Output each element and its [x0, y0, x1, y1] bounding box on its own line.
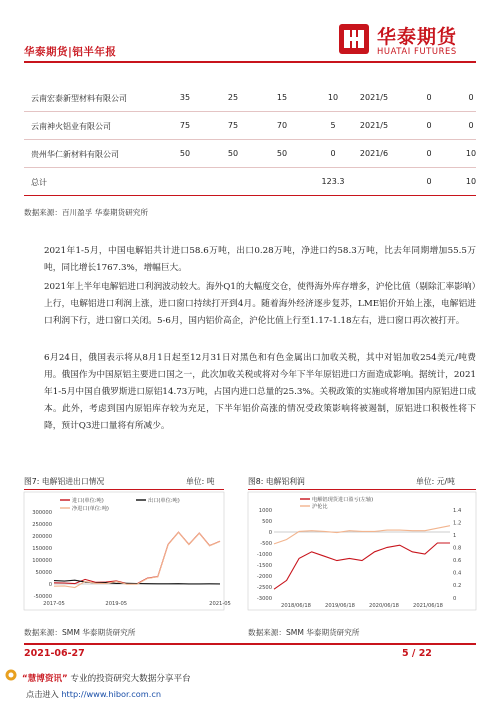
table-cell: 10 [465, 177, 477, 186]
x-tick-label: 2019-05 [105, 601, 128, 607]
table-cell: 123.3 [321, 177, 345, 186]
y-tick-label: 300000 [32, 509, 52, 516]
table-cell: 0 [330, 149, 336, 158]
import-profit-chart [248, 492, 476, 610]
header-divider [24, 61, 476, 63]
table-cell: 2021/6 [359, 149, 389, 158]
table-cell: 2021/5 [359, 93, 389, 102]
table-cell: 50 [276, 149, 288, 158]
table-row [24, 140, 476, 168]
table-cell: 0 [426, 149, 432, 158]
table-cell: 15 [276, 93, 288, 102]
table-cell: 25 [227, 93, 239, 102]
table-total-row [24, 168, 476, 196]
page-number: 5 / 22 [402, 648, 432, 659]
table-cell: 0 [426, 177, 432, 186]
y-tick-label: 150000 [32, 545, 52, 552]
huatai-logo-icon [339, 24, 369, 54]
table-cell: 50 [227, 149, 239, 158]
y-right-tick-label: 1.4 [453, 507, 462, 514]
chart-frame [24, 492, 224, 610]
y-tick-label: -50000 [33, 593, 52, 600]
table-cell: 云南宏泰新型材料有限公司 [31, 94, 127, 103]
y-left-tick-label: -2000 [256, 573, 272, 580]
y-tick-label: 0 [48, 581, 52, 588]
y-left-tick-label: -500 [260, 540, 272, 547]
table-cell: 10 [327, 93, 339, 102]
y-right-tick-label: 1.2 [453, 520, 462, 527]
report-date: 2021-06-27 [24, 648, 85, 659]
y-left-tick-label: 0 [268, 529, 272, 536]
table-source: 数据来源：百川盈孚 华泰期货研究所 [24, 208, 148, 217]
figure7-unit: 单位: 吨 [186, 477, 215, 486]
watermark-brand: “慧博资讯” [22, 674, 68, 684]
table-cell: 0 [426, 93, 432, 102]
x-tick-label: 2021/06/18 [413, 603, 443, 609]
table-cell: 0 [468, 93, 474, 102]
watermark-url[interactable]: http://www.hibor.com.cn [58, 689, 162, 699]
figure8-source: 数据来源：SMM 华泰期货研究所 [248, 628, 360, 637]
table-cell: 35 [179, 93, 191, 102]
report-header-label: 华泰期货|铝半年报 [24, 46, 117, 58]
figure8-caption: 图8: 电解铝利润 [248, 477, 305, 486]
x-tick-label: 2019/06/18 [325, 603, 355, 609]
capacity-table [24, 79, 476, 196]
table-cell: 70 [276, 121, 288, 130]
y-right-tick-label: 0.8 [453, 545, 462, 552]
figure7-divider [24, 489, 224, 490]
y-right-tick-label: 0.4 [453, 570, 462, 577]
import-export-chart [24, 492, 231, 610]
watermark-link[interactable] [26, 689, 161, 700]
paragraph-import-profit: 2021年上半年电解铝进口利润波动较大。海外Q1的大幅度交仓，使得海外库存增多，沪伦比值（剔除汇率影响）上行，电解铝进口利润上涨，进口窗口持续打开到4月。随着海外经济逐步复苏，LME铝价开始上涨，电解铝进口利润下行，进口窗口关闭。5-6月，国内铝价高企，沪伦比值上行至1.17-1.18左右，进口窗口再次被打开。 [44, 282, 476, 326]
y-right-tick-label: 0.6 [453, 558, 462, 565]
footer-divider [24, 643, 476, 645]
table-row [24, 84, 476, 112]
legend-label-2: 净进口(单位:吨) [72, 505, 109, 512]
y-tick-label: 50000 [35, 569, 52, 576]
x-tick-label: 2020/06/18 [369, 603, 399, 609]
legend-label-1: 出口(单位:吨) [148, 497, 180, 504]
watermark-text: 专业的投资研究大数据分享平台 [67, 674, 191, 684]
figure7-caption: 图7: 电解铝进出口情况 [24, 477, 105, 486]
x-tick-label: 2017-05 [43, 601, 65, 607]
y-tick-label: 100000 [32, 557, 52, 564]
paragraph-import-summary: 2021年1-5月，中国电解铝共计进口58.6万吨，出口0.28万吨，净进口约58.3万吨，比去年同期增加55.5万吨，同比增长1767.3%，增幅巨大。 [44, 246, 476, 273]
figure7-source: 数据来源：SMM 华泰期货研究所 [24, 628, 136, 637]
legend-label-0: 电解铝现货进口盈亏(左轴) [312, 496, 374, 503]
y-left-tick-label: -3000 [256, 595, 272, 602]
table-cell: 云南神火铝业有限公司 [31, 122, 111, 131]
table-row [24, 112, 476, 140]
logo-chinese-name: 华泰期货 [377, 26, 458, 48]
figure8-unit: 单位: 元/吨 [416, 477, 455, 486]
table-cell: 总计 [31, 178, 47, 187]
y-right-tick-label: 0.2 [453, 583, 462, 590]
paragraph-russia-tariff: 6月24日，俄国表示将从8月1日起至12月31日对黑色和有色金属出口加收关税，其中对铝加收254美元/吨费用。俄国作为中国原铝主要进口国之一，此次加收关税或将对今年下半年原铝进口方面造成影响。据统计，2021年1-5月中国自俄罗斯进口原铝14.73万吨，占国内进口总量的25.3%。关税政策的实施或将增加国内原铝进口成本。此外，考虑到国内原铝库存较为充足，下半年铝价高涨的情况受政策影响将被遏制，原铝进口积极性将下降，预计Q3进口量将有所减少。 [44, 353, 476, 431]
y-left-tick-label: 1000 [258, 507, 272, 514]
legend-label-1: 沪伦比 [312, 503, 328, 510]
y-tick-label: 250000 [32, 521, 52, 528]
table-cell: 75 [179, 121, 191, 130]
table-cell: 贵州华仁新材料有限公司 [31, 150, 119, 159]
y-left-tick-label: 500 [262, 518, 272, 525]
y-tick-label: 200000 [32, 533, 52, 540]
watermark-slogan [12, 672, 191, 684]
x-tick-label: 2021-05 [209, 601, 231, 607]
table-cell: 2021/5 [359, 121, 389, 130]
logo-english-name: HUATAI FUTURES [377, 46, 457, 56]
x-tick-label: 2018/06/18 [281, 603, 311, 609]
legend-label-0: 进口(单位:吨) [72, 497, 104, 504]
y-right-tick-label: 1 [453, 532, 457, 539]
table-cell: 0 [468, 121, 474, 130]
y-left-tick-label: -2500 [256, 584, 272, 591]
figure8-divider [248, 489, 476, 490]
y-left-tick-label: -1000 [256, 551, 272, 558]
y-left-tick-label: -1500 [256, 562, 272, 569]
table-cell: 0 [426, 121, 432, 130]
chart-frame [248, 492, 476, 610]
table-cell: 10 [465, 149, 477, 158]
table-cell: 5 [330, 121, 336, 130]
y-right-tick-label: 0 [453, 595, 457, 602]
table-cell: 50 [179, 149, 191, 158]
table-cell: 75 [227, 121, 239, 130]
company-logo [339, 22, 479, 56]
watermark-link-prefix: 点击进入 [26, 689, 59, 699]
